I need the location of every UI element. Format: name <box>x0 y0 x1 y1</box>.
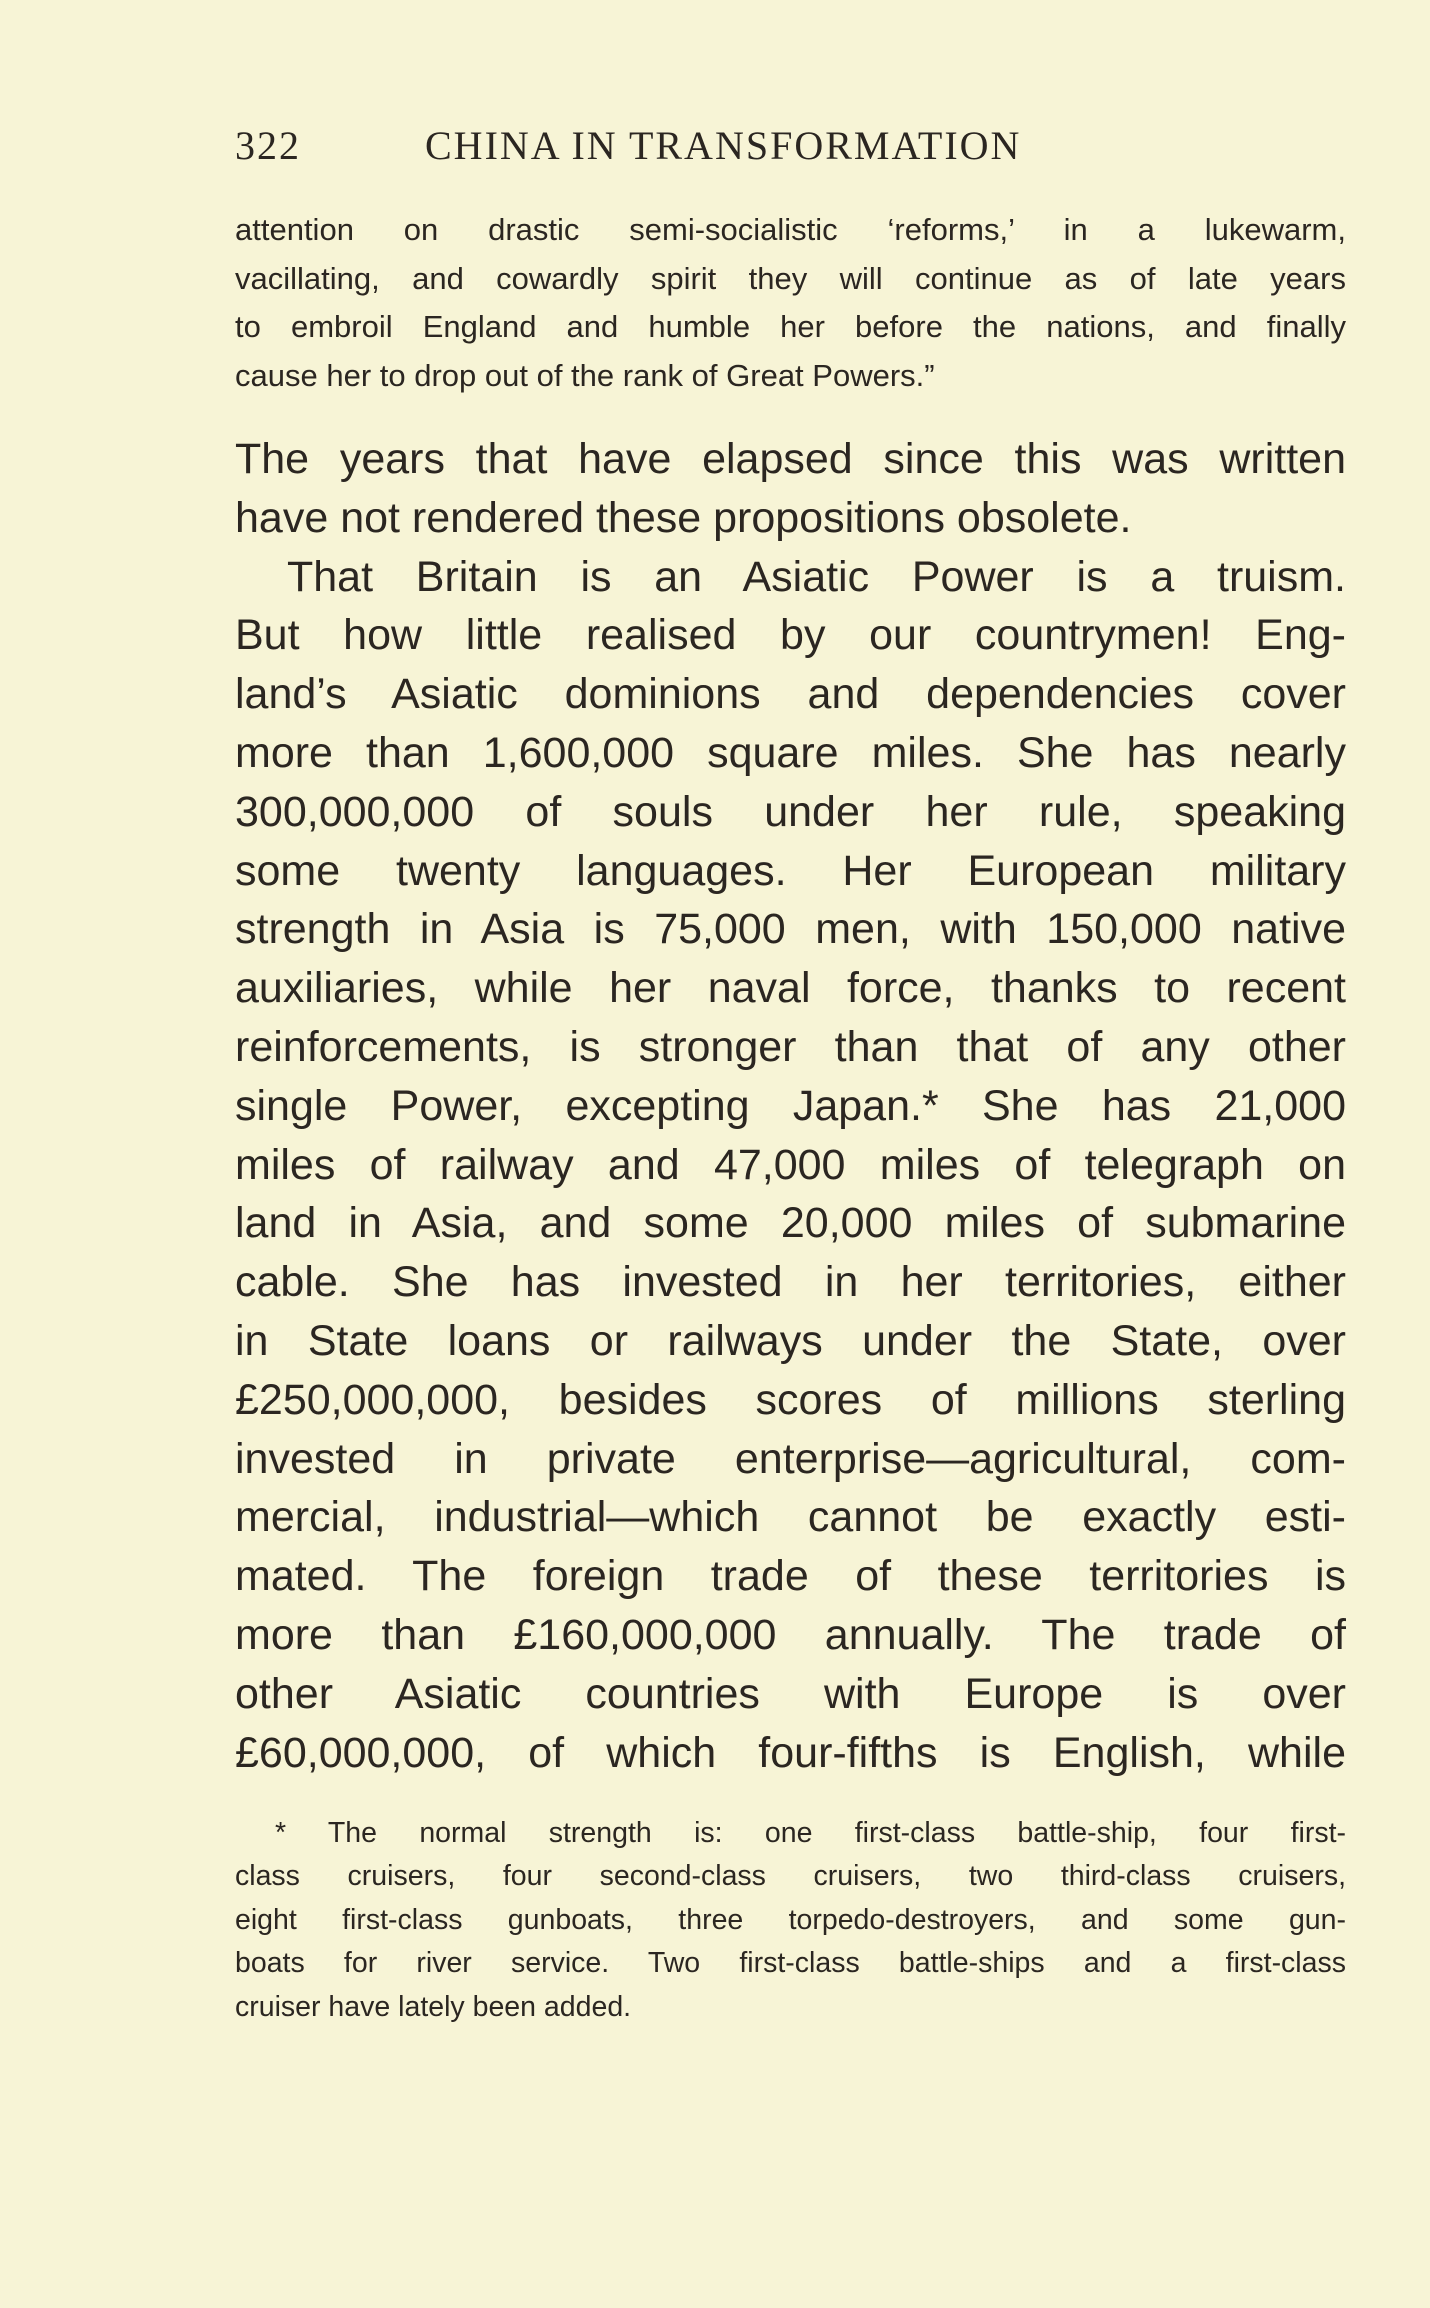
text-line: some twenty languages. Her European military <box>235 846 1346 895</box>
running-title: CHINA IN TRANSFORMATION <box>425 123 1022 168</box>
text-line: land’s Asiatic dominions and dependencies cover <box>235 670 1346 719</box>
text-line: class cruisers, four second-class cruisers, two third-class cruisers, <box>235 1860 1346 1893</box>
text-line: reinforcements, is stronger than that of any other <box>235 1022 1346 1071</box>
text-line: invested in private enterprise—agricultural, com- <box>235 1434 1346 1483</box>
text-line: miles of railway and 47,000 miles of telegraph on <box>235 1140 1346 1189</box>
text-line: strength in Asia is 75,000 men, with 150,000 native <box>235 905 1346 954</box>
text-line: The years that have elapsed since this was written <box>235 435 1346 483</box>
text-line: But how little realised by our countrymen! Eng- <box>235 611 1346 660</box>
text-line: other Asiatic countries with Europe is over <box>235 1669 1346 1718</box>
body-text <box>235 430 1346 1782</box>
footnote <box>235 1812 1346 2029</box>
text-line: That Britain is an Asiatic Power is a truism. <box>287 552 1346 601</box>
text-line: * The normal strength is: one first-class battle-ship, four first- <box>275 1817 1346 1849</box>
text-line: in State loans or railways under the State, over <box>235 1316 1346 1365</box>
text-line: £60,000,000, of which four-fifths is English, while <box>235 1728 1346 1777</box>
quoted-passage <box>235 206 1346 400</box>
text-line: to embroil England and humble her before the nations, and finally <box>235 309 1346 344</box>
page-number: 322 <box>235 123 301 168</box>
text-line: cable. She has invested in her territories, either <box>235 1258 1346 1307</box>
text-line: have not rendered these propositions obsolete. <box>235 493 1132 542</box>
text-line: boats for river service. Two first-class battle-ships and a first-class <box>235 1947 1346 1980</box>
text-line: more than £160,000,000 annually. The trade of <box>235 1610 1346 1659</box>
text-line: auxiliaries, while her naval force, thanks to recent <box>235 964 1346 1013</box>
text-line: 300,000,000 of souls under her rule, speaking <box>235 787 1346 836</box>
text-line: more than 1,600,000 square miles. She has nearly <box>235 728 1346 777</box>
text-line: vacillating, and cowardly spirit they will continue as of late years <box>235 260 1346 296</box>
text-line: single Power, excepting Japan.* She has 21,000 <box>235 1081 1346 1130</box>
text-line: £250,000,000, besides scores of millions sterling <box>235 1375 1346 1424</box>
text-line: mated. The foreign trade of these territories is <box>235 1552 1346 1601</box>
text-line: cause her to drop out of the rank of Great Powers.” <box>235 357 935 393</box>
text-line: attention on drastic semi-socialistic ‘reforms,’ in a lukewarm, <box>235 212 1346 247</box>
text-line: eight first-class gunboats, three torpedo-destroyers, and some gun- <box>235 1903 1346 1936</box>
text-line: cruiser have lately been added. <box>235 1990 632 2023</box>
text-line: mercial, industrial—which cannot be exactly esti- <box>235 1493 1346 1542</box>
text-line: land in Asia, and some 20,000 miles of submarine <box>235 1199 1346 1248</box>
